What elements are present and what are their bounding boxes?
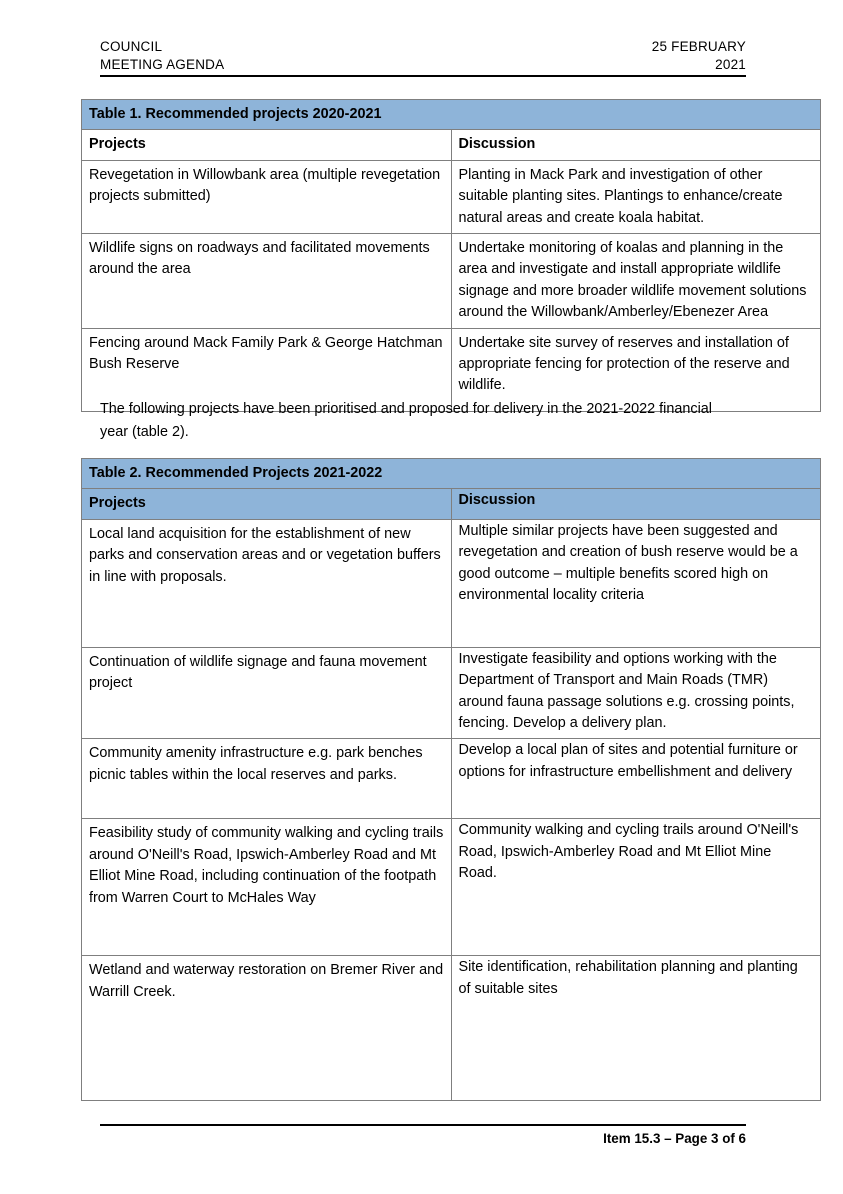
table2-cell-project: Continuation of wildlife signage and fauna movement project — [82, 647, 452, 739]
header-date-line1: 25 FEBRUARY — [651, 39, 746, 54]
table2-cell-project: Wetland and waterway restoration on Bremer River and Warrill Creek. — [82, 956, 452, 1101]
header-rule — [100, 75, 746, 77]
document-header — [100, 38, 746, 77]
footer-item-page: Item 15.3 – Page 3 of 6 — [603, 1131, 746, 1146]
table1-title: Table 1. Recommended projects 2020-2021 — [82, 100, 821, 130]
table-row — [82, 739, 821, 819]
table2-cell-project: Feasibility study of community walking and cycling trails around O'Neill's Road, Ipswich-Amberley Road and Mt Elliot Mine Road, including continuation of the footpath from Warren Court to McHales Way — [82, 819, 452, 956]
table1-cell-discussion: Undertake monitoring of koalas and planning in the area and investigate and install appropriate wildlife signage and more broader wildlife movement solutions around the Willowbank/Amberley/Ebenezer Area — [451, 234, 821, 329]
table-row — [82, 647, 821, 739]
table-row — [82, 160, 821, 233]
table1-cell-project: Fencing around Mack Family Park & George Hatchman Bush Reserve — [82, 328, 452, 411]
table2-cell-discussion: Multiple similar projects have been suggested and revegetation and creation of bush reserve would be a good outcome – multiple benefits scored high on environmental locality criteria — [451, 519, 821, 647]
table2-title: Table 2. Recommended Projects 2021-2022 — [82, 459, 821, 489]
table1-cell-discussion: Undertake site survey of reserves and installation of appropriate fencing for protection of the reserve and wildlife. — [451, 328, 821, 411]
intro-paragraph: The following projects have been prioritised and proposed for delivery in the 2021-2022 financial year (table 2). — [100, 401, 712, 440]
table1-cell-project: Wildlife signs on roadways and facilitated movements around the area — [82, 234, 452, 329]
table-row — [82, 130, 821, 160]
table1-column-header-projects: Projects — [82, 130, 452, 160]
table-recommended-projects-2021-2022 — [81, 458, 821, 1101]
table-row — [82, 519, 821, 647]
table2-cell-discussion: Site identification, rehabilitation planning and planting of suitable sites — [451, 956, 821, 1101]
table2-cell-discussion: Investigate feasibility and options working with the Department of Transport and Main Roads (TMR) around fauna passage solutions e.g. crossing points, fencing. Develop a delivery plan. — [451, 647, 821, 739]
header-date-line2: 2021 — [715, 57, 746, 72]
header-line-1 — [100, 38, 746, 56]
table2-column-header-discussion: Discussion — [451, 489, 821, 519]
header-title-left-line2: MEETING AGENDA — [100, 57, 225, 72]
footer-rule — [100, 1124, 746, 1126]
table-row — [82, 956, 821, 1101]
table2-cell-project: Community amenity infrastructure e.g. park benches picnic tables within the local reserves and parks. — [82, 739, 452, 819]
header-title-left-line1: COUNCIL — [100, 39, 163, 54]
header-line-2 — [100, 56, 746, 74]
table1-column-header-discussion: Discussion — [451, 130, 821, 160]
table-row — [82, 234, 821, 329]
table2-cell-project: Local land acquisition for the establishment of new parks and conservation areas and or vegetation buffers in line with proposals. — [82, 519, 452, 647]
table1-cell-discussion: Planting in Mack Park and investigation of other suitable planting sites. Plantings to enhance/create natural areas and create koala habitat. — [451, 160, 821, 233]
table-row — [82, 100, 821, 130]
table-row — [82, 459, 821, 489]
document-footer — [100, 1124, 746, 1146]
table1-cell-project: Revegetation in Willowbank area (multiple revegetation projects submitted) — [82, 160, 452, 233]
table2-column-header-projects: Projects — [82, 489, 452, 519]
table-row — [82, 819, 821, 956]
table-recommended-projects-2020-2021 — [81, 99, 821, 412]
table2-cell-discussion: Develop a local plan of sites and potential furniture or options for infrastructure embellishment and delivery — [451, 739, 821, 819]
table-row — [82, 489, 821, 519]
table2-cell-discussion: Community walking and cycling trails around O'Neill's Road, Ipswich-Amberley Road and Mt Elliot Mine Road. — [451, 819, 821, 956]
